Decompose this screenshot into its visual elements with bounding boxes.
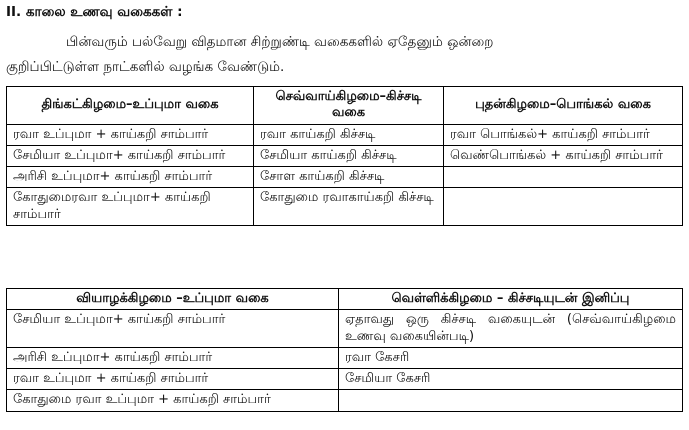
table-cell: ரவா காய்கறி கிச்சடி bbox=[254, 124, 444, 145]
table-cell: சேமியா கேசரி bbox=[339, 369, 683, 390]
table-cell bbox=[444, 167, 683, 188]
table-cell: ரவா உப்புமா + காய்கறி சாம்பார் bbox=[7, 369, 339, 390]
table-cell: ரவா பொங்கல்+ காய்கறி சாம்பார் bbox=[444, 124, 683, 145]
header-friday: வெள்ளிக்கிழமை – கிச்சடியுடன் இனிப்பு bbox=[339, 289, 683, 310]
table-cell: கோதுமை ரவாகாய்கறி கிச்சடி bbox=[254, 188, 444, 226]
menu-table-mon-wed bbox=[6, 86, 683, 226]
table-cell: வெண்பொங்கல் + காய்கறி சாம்பார் bbox=[444, 145, 683, 166]
table-cell: ரவா கேசரி bbox=[339, 347, 683, 368]
table-header-row bbox=[7, 289, 683, 310]
table-row bbox=[7, 310, 683, 348]
intro-line-1: பின்வரும் பல்வேறு விதமான சிற்றுண்டி வகைகளில் ஏதேனும் ஒன்றை bbox=[66, 34, 494, 50]
header-tuesday: செவ்வாய்கிழமை–கிச்சடி வகை bbox=[254, 87, 444, 125]
table-cell: கோதுமைரவா உப்புமா+ காய்கறி சாம்பார் bbox=[7, 188, 254, 226]
table-cell: சேமியா உப்புமா+ காய்கறி சாம்பார் bbox=[7, 145, 254, 166]
table-row bbox=[7, 369, 683, 390]
table-cell: அரிசி உப்புமா+ காய்கறி சாம்பார் bbox=[7, 167, 254, 188]
table-cell: அரிசி உப்புமா+ காய்கறி சாம்பார் bbox=[7, 347, 339, 368]
table-row bbox=[7, 145, 683, 166]
header-monday: திங்கட்கிழமை–உப்புமா வகை bbox=[7, 87, 254, 125]
intro-paragraph bbox=[6, 30, 678, 80]
table-cell: சேமியா காய்கறி கிச்சடி bbox=[254, 145, 444, 166]
table-row bbox=[7, 347, 683, 368]
menu-table-thu-fri bbox=[6, 288, 683, 412]
intro-line-2: குறிப்பிட்டுள்ள நாட்களில் வழங்க வேண்டும். bbox=[6, 59, 285, 75]
table-cell: ஏதாவது ஒரு கிச்சடி வகையுடன் (செவ்வாய்கிழமை உணவு வகையின்படி) bbox=[339, 310, 683, 348]
table-cell: சோள காய்கறி கிச்சடி bbox=[254, 167, 444, 188]
table-row bbox=[7, 390, 683, 411]
table-cell bbox=[339, 390, 683, 411]
header-wednesday: புதன்கிழமை–பொங்கல் வகை bbox=[444, 87, 683, 125]
table-cell: சேமியா உப்புமா+ காய்கறி சாம்பார் bbox=[7, 310, 339, 348]
table-cell: கோதுமை ரவா உப்புமா + காய்கறி சாம்பார் bbox=[7, 390, 339, 411]
table-row bbox=[7, 124, 683, 145]
table-row bbox=[7, 188, 683, 226]
table-row bbox=[7, 167, 683, 188]
table-cell bbox=[444, 188, 683, 226]
table-header-row bbox=[7, 87, 683, 125]
section-heading: II. காலை உணவு வகைகள் : bbox=[6, 4, 183, 20]
table-cell: ரவா உப்புமா + காய்கறி சாம்பார் bbox=[7, 124, 254, 145]
header-thursday: வியாழக்கிழமை –உப்புமா வகை bbox=[7, 289, 339, 310]
